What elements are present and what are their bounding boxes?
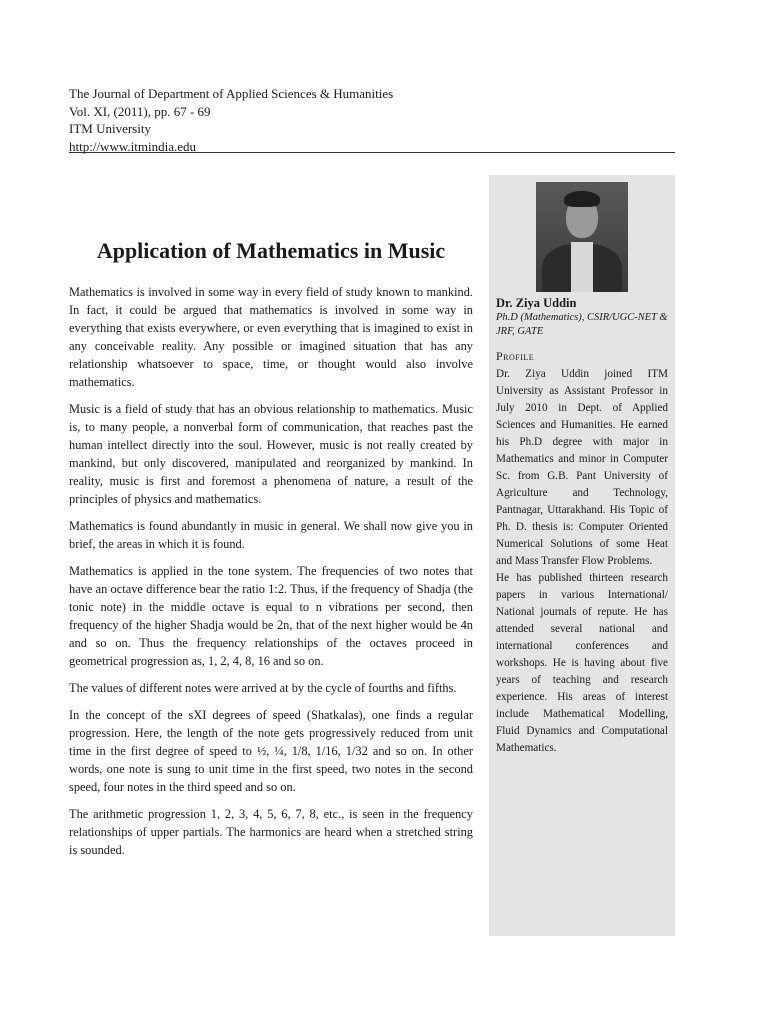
journal-url[interactable]: http://www.itmindia.edu (69, 138, 196, 154)
paragraph: Music is a field of study that has an obvious relationship to mathematics. Music is, to many people, a nonverbal form of communication, that reaches past the human intellect directly into the soul. However, music is not really created by mankind, but only discovered, manipulated and reorganized by mankind. In reality, music is first and foremost a phenomena of nature, a result of the principles of physics and mathematics. (69, 402, 473, 506)
journal-header (69, 85, 675, 155)
paragraph: Mathematics is found abundantly in music in general. We shall now give you in brief, the areas in which it is found. (69, 519, 473, 551)
profile-text: Dr. Ziya Uddin joined ITM University as Assistant Professor in July 2010 in Dept. of Applied Sciences and Humanities. He earned his Ph.D degree with major in Mathematics and minor in Computer Sc. from G.B. Pant University of Agriculture and Technology, Pantnagar, Uttarakhand. His Topic of Ph. D. thesis is: Computer Oriented Numerical Solutions of some Heat and Mass Transfer Flow Problems. (496, 368, 668, 567)
header-divider (69, 152, 675, 153)
profile-text: He has published thirteen research papers in various International/ National journals of repute. He has attended several national and international conferences and workshops. He is having about five years of teaching and research experience. His areas of interest include Mathematical Modelling, Fluid Dynamics and Computational Mathematics. (496, 572, 668, 754)
author-name: Dr. Ziya Uddin (496, 296, 577, 310)
author-sidebar (489, 175, 675, 936)
paragraph: The arithmetic progression 1, 2, 3, 4, 5, 6, 7, 8, etc., is seen in the frequency relationships of upper partials. The harmonics are heard when a stretched string is sounded. (69, 807, 473, 857)
article-title: Application of Mathematics in Music (96, 238, 446, 263)
paragraph: Mathematics is involved in some way in every field of study known to mankind. In fact, it could be argued that mathematics is involved in some way in everything that exists everywhere, or even everything that is imagined to exist in any conceivable reality. Any possible or imagined situation that has any relationship whatsoever to space, time, or thought would also involve mathematics. (69, 285, 473, 389)
author-photo (536, 182, 628, 292)
article-body (69, 283, 473, 868)
journal-name: The Journal of Department of Applied Sciences & Humanities (69, 86, 394, 101)
author-profile (496, 295, 668, 757)
paragraph: The values of different notes were arrived at by the cycle of fourths and fifths. (69, 681, 457, 695)
profile-heading: Profile (496, 349, 535, 363)
volume-info: Vol. XI, (2011), pp. 67 - 69 (69, 103, 211, 119)
university-name: ITM University (69, 121, 151, 136)
paragraph: Mathematics is applied in the tone system. The frequencies of two notes that have an octave difference bear the ratio 1:2. Thus, if the frequency of Shadja (the tonic note) in the middle octave is equal to n vibrations per second, then frequency of the higher Shadja would be 2n, that of the next higher would be 4n and so on. Thus the frequency relationships of the octaves proceed in geometrical progression as, 1, 2, 4, 8, 16 and so on. (69, 564, 473, 668)
author-credentials: Ph.D (Mathematics), CSIR/UGC-NET & JRF, GATE (496, 312, 668, 337)
paragraph: In the concept of the sXI degrees of speed (Shatkalas), one finds a regular progression. Here, the length of the note gets progressively reduced from unit time in the first degree of speed to ½, ¼, 1/8, 1/16, 1/32 and so on. In other words, one note is sung to unit time in the first speed, two notes in the second speed, four notes in the third speed and so on. (69, 708, 473, 794)
